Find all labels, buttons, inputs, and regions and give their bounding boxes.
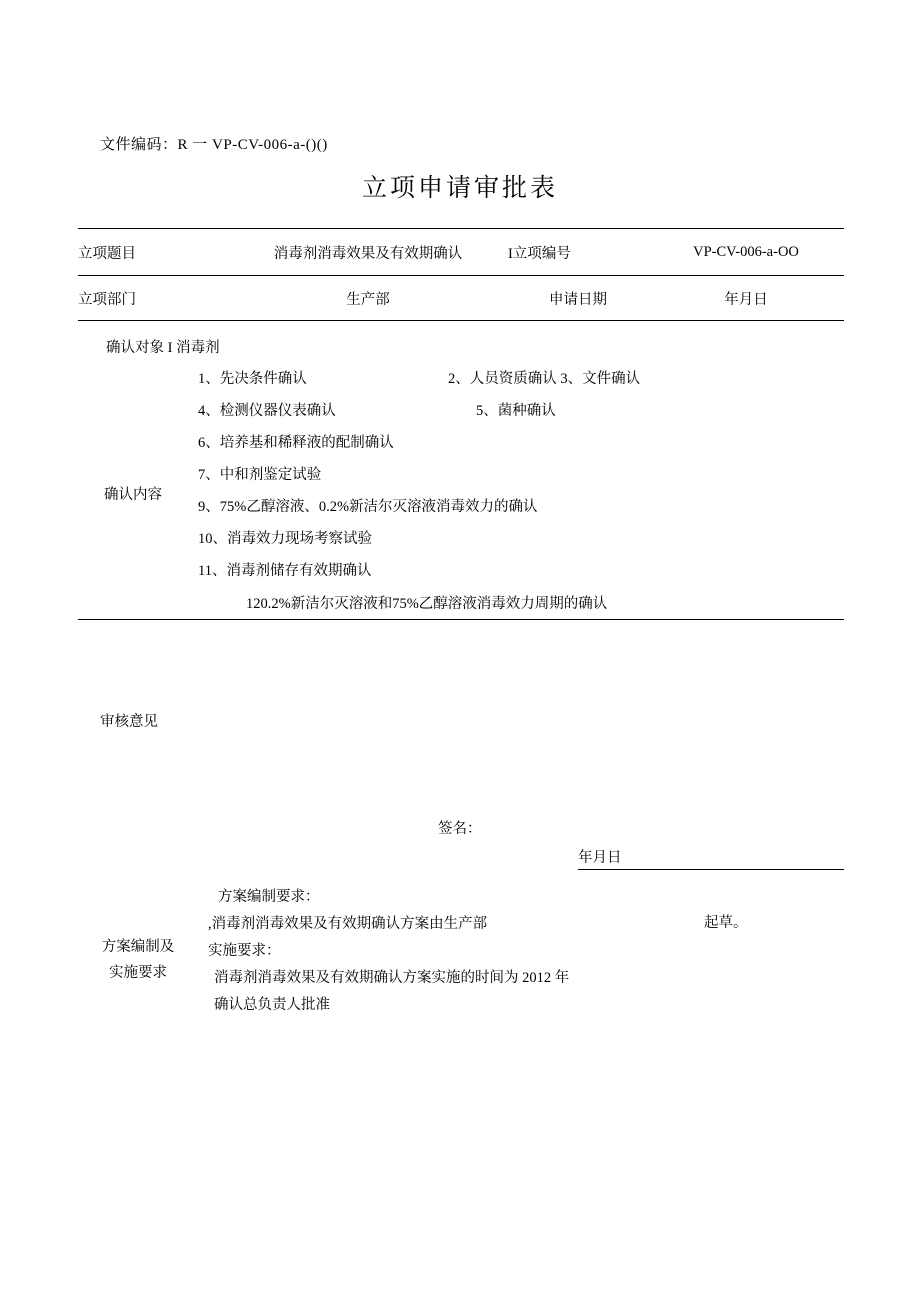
project-title-label: 立项题目 [78, 229, 228, 276]
list-item: 6、培养基和稀释液的配制确认 [198, 434, 394, 451]
plan-line-1: 方案编制要求： [218, 889, 320, 905]
apply-date-value: 年月日 [648, 276, 844, 321]
document-code [100, 133, 328, 154]
list-item [198, 393, 844, 425]
confirm-content-label: 确认内容 [104, 487, 162, 503]
content-bottom-rule [78, 619, 844, 620]
apply-date-label: 申请日期 [508, 276, 648, 321]
plan-draft-by: 起草。 [704, 915, 748, 931]
plan-requirement-label [78, 934, 198, 986]
list-item-col2: 2、人员资质确认 3、文件确认 [448, 370, 641, 387]
plan-line-3: 实施要求： [208, 943, 281, 959]
page-title: 立项申请审批表 [361, 174, 558, 202]
project-number-label: I立项编号 [508, 229, 648, 276]
list-item: 9、75%乙醇溶液、0.2%新洁尔灭溶液消毒效力的确认 [198, 498, 538, 515]
confirm-content-block [78, 330, 844, 620]
confirm-item-list [198, 361, 844, 619]
header-table [78, 228, 844, 321]
table-row [78, 229, 844, 276]
document-code-label: 文件编码： [100, 137, 178, 153]
list-item: 7、中和剂鉴定试验 [198, 466, 322, 483]
plan-line-5: 确认总负责人批准 [214, 997, 330, 1013]
table-row [78, 276, 844, 321]
signature-label: 签名： [438, 821, 482, 837]
document-code-value: R 一 VP-CV-006-a-()() [177, 137, 328, 153]
plan-requirement-label-line1: 方案编制及 [101, 939, 175, 955]
list-item [198, 361, 844, 393]
list-item: 11、消毒剂储存有效期确认 [198, 562, 372, 579]
plan-requirement-label-line2: 实施要求 [109, 965, 167, 981]
plan-line-4: 消毒剂消毒效果及有效期确认方案实施的时间为 2012 年 [214, 970, 570, 986]
confirm-content-body [78, 361, 844, 619]
list-item-col1: 4、检测仪器仪表确认 [198, 402, 336, 419]
review-opinion-label: 审核意见 [100, 714, 158, 730]
list-item: 10、消毒效力现场考察试验 [198, 530, 372, 547]
department-label: 立项部门 [78, 276, 228, 321]
plan-line-2: ,消毒剂消毒效果及有效期确认方案由生产部 [208, 916, 488, 932]
plan-requirement-body [208, 884, 844, 1019]
list-item-col1: 1、先决条件确认 [198, 370, 307, 387]
project-number-value: VP-CV-006-a-OO [648, 229, 844, 276]
signature-date-line: 年月日 [578, 846, 844, 870]
department-value: 生产部 [228, 276, 508, 321]
project-title-value: 消毒剂消毒效果及有效期确认 [228, 229, 508, 276]
confirm-object-row: 确认对象 I 消毒剂 [106, 340, 220, 356]
list-item-col2: 5、菌种确认 [476, 402, 556, 419]
list-item-last: 120.2%新洁尔灭溶液和75%乙醇溶液消毒效力周期的确认 [246, 596, 608, 612]
